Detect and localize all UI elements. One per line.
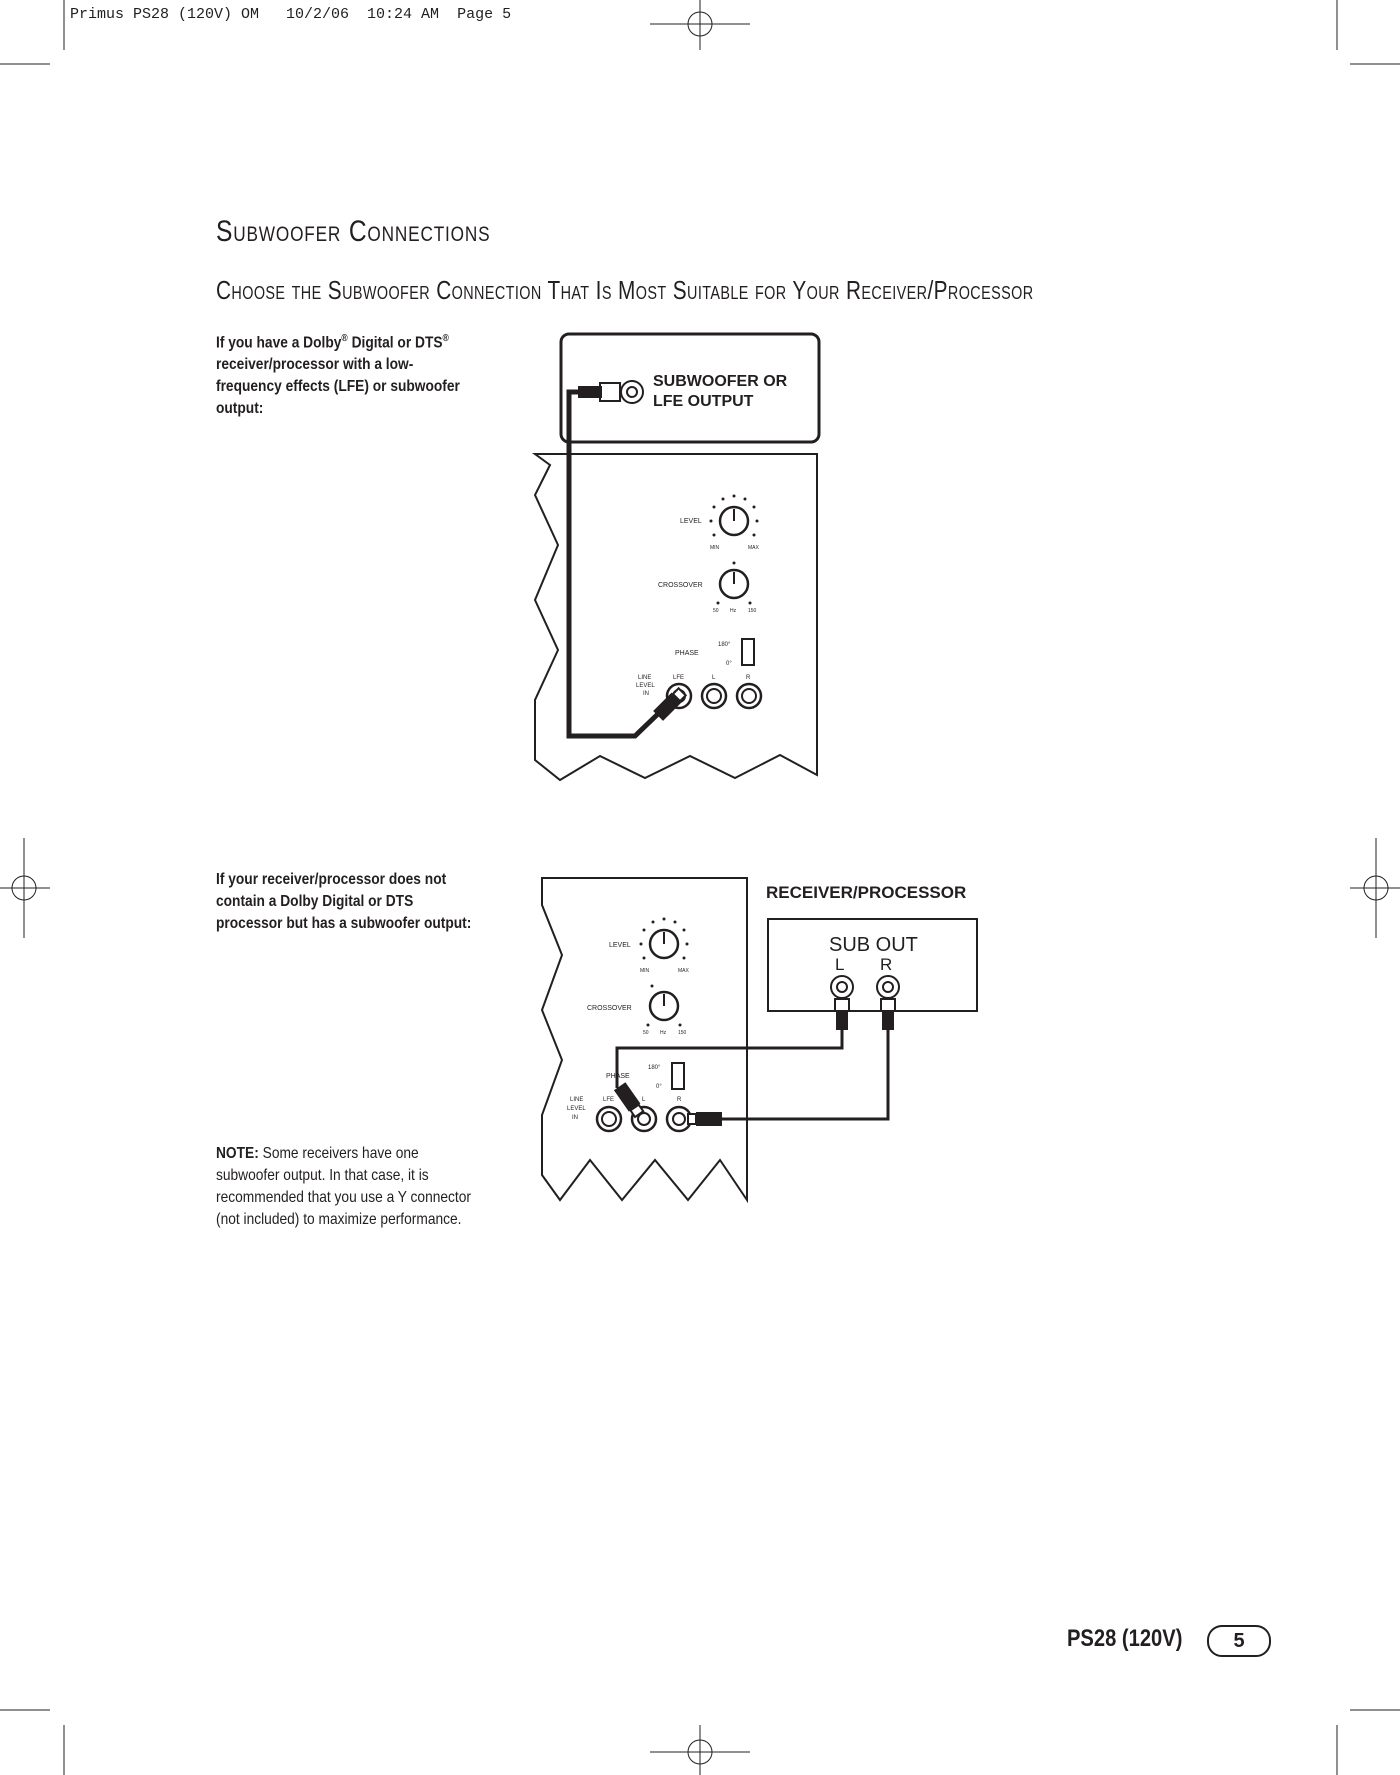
diagram-sub-out-connection bbox=[542, 878, 977, 1200]
sub-out-r-label: R bbox=[880, 955, 893, 974]
lfe-input-label: LFE bbox=[603, 1097, 615, 1103]
phase-180: 180° bbox=[648, 1065, 661, 1071]
line-in-label: IN bbox=[643, 691, 649, 697]
note-text: Some receivers have one subwoofer output. In that case, it is recommended that you use a Y connector (not included) to maximize performance. bbox=[216, 1145, 471, 1228]
phase-180: 180° bbox=[718, 642, 731, 648]
subwoofer-panel bbox=[542, 878, 747, 1200]
r-input-label: R bbox=[677, 1097, 682, 1103]
output-label-line1: SUBWOOFER OR bbox=[653, 373, 788, 390]
phase-switch bbox=[672, 1063, 684, 1089]
crossover-max: 150 bbox=[748, 608, 757, 614]
crossover-hz: Hz bbox=[730, 608, 737, 614]
line-label: LINE bbox=[570, 1097, 584, 1103]
phase-0: 0° bbox=[726, 661, 732, 667]
crossover-label: CROSSOVER bbox=[658, 582, 703, 589]
phase-switch bbox=[742, 639, 754, 665]
level-max: MAX bbox=[678, 968, 689, 974]
sub-out-label: SUB OUT bbox=[829, 934, 918, 956]
crossover-hz: Hz bbox=[660, 1030, 667, 1036]
r-rca-plug bbox=[696, 1112, 722, 1126]
level-label: LEVEL bbox=[609, 942, 631, 949]
line-level-label: LEVEL bbox=[567, 1106, 586, 1112]
diagram2-intro: If your receiver/processor does not contain a Dolby Digital or DTS processor but has a subwoofer output: bbox=[216, 871, 472, 932]
r-input-label: R bbox=[746, 675, 751, 681]
note-label: NOTE: bbox=[216, 1145, 259, 1162]
crossover-max: 150 bbox=[678, 1030, 687, 1036]
subwoofer-panel bbox=[535, 454, 817, 780]
l-input-label: L bbox=[712, 675, 716, 681]
line-in-label: IN bbox=[572, 1115, 578, 1121]
section-subtitle: Choose the Subwoofer Connection That Is Most Suitable for Your Receiver/Processor bbox=[216, 275, 1034, 305]
phase-label: PHASE bbox=[606, 1073, 630, 1080]
section-title: Subwoofer Connections bbox=[216, 215, 491, 248]
phase-0: 0° bbox=[656, 1084, 662, 1090]
receiver-processor-label: RECEIVER/PROCESSOR bbox=[766, 883, 967, 902]
level-min: MIN bbox=[640, 968, 650, 974]
crossover-min: 50 bbox=[713, 608, 719, 614]
diagram1-intro: If you have a Dolby® Digital or DTS® receiver/processor with a low-frequency effects (LFE) or subwoofer output: bbox=[216, 333, 460, 418]
diagram-lfe-connection bbox=[535, 334, 819, 780]
output-label-line2: LFE OUTPUT bbox=[653, 393, 754, 410]
level-label: LEVEL bbox=[680, 518, 702, 525]
footer-model: PS28 (120V) bbox=[1066, 1625, 1182, 1652]
line-level-label: LEVEL bbox=[636, 683, 655, 689]
receiver-box bbox=[768, 919, 977, 1011]
lfe-input-label: LFE bbox=[673, 675, 685, 681]
note-paragraph bbox=[216, 1143, 474, 1231]
phase-label: PHASE bbox=[675, 650, 699, 657]
crossover-min: 50 bbox=[643, 1030, 649, 1036]
level-min: MIN bbox=[710, 545, 720, 551]
crossover-label: CROSSOVER bbox=[587, 1005, 632, 1012]
line-label: LINE bbox=[638, 675, 652, 681]
level-max: MAX bbox=[748, 545, 759, 551]
print-slug-line: Primus PS28 (120V) OM 10/2/06 10:24 AM Page 5 bbox=[70, 6, 512, 23]
l-input-label: L bbox=[642, 1097, 646, 1103]
page-number: 5 bbox=[1207, 1625, 1271, 1657]
sub-out-l-label: L bbox=[835, 955, 845, 974]
